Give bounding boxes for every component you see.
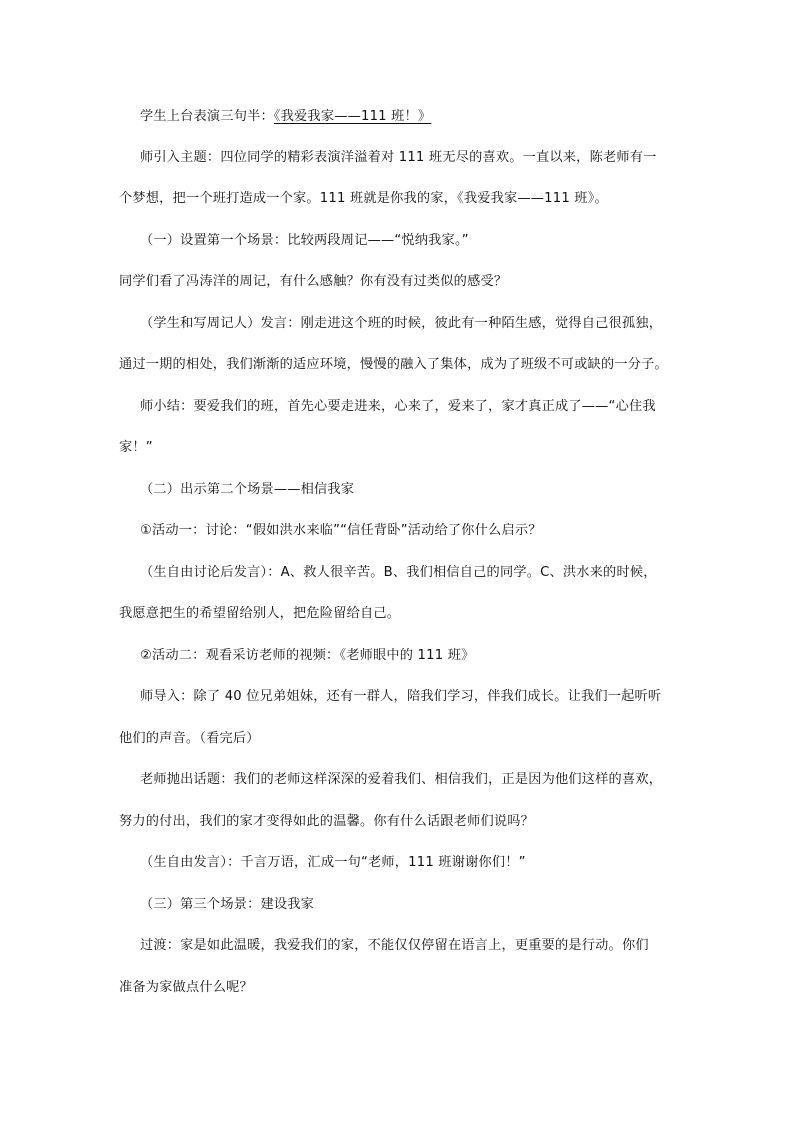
paragraph-line-22: 准备为家做点什么呢？ bbox=[119, 980, 253, 995]
paragraph-line-16: 他们的声音。（看完后） bbox=[119, 731, 260, 746]
paragraph-line-2: 师引入主题：四位同学的精彩表演洋溢着对 111 班无尽的喜欢。一直以来，陈老师有一 bbox=[140, 150, 657, 165]
paragraph-line-10: （二）出示第二个场景——相信我家 bbox=[140, 482, 355, 497]
line-1-title-underlined: 《我爱我家——111 班！》 bbox=[273, 109, 432, 124]
paragraph-line-12: （生自由讨论后发言）：A、救人很辛苦。B、我们相信自己的同学。C、洪水来的时候， bbox=[140, 565, 657, 580]
paragraph-line-14: ②活动二：观看采访老师的视频：《老师眼中的 111 班》 bbox=[140, 648, 475, 663]
paragraph-line-18: 努力的付出，我们的家才变得如此的温馨。你有什么话跟老师们说吗？ bbox=[119, 814, 535, 829]
paragraph-line-1 bbox=[140, 107, 431, 127]
paragraph-line-5: 同学们看了冯涛洋的周记，有什么感触？你有没有过类似的感受？ bbox=[119, 274, 508, 289]
paragraph-line-21: 过渡：家是如此温暖，我爱我们的家，不能仅仅停留在语言上，更重要的是行动。你们 bbox=[140, 938, 649, 953]
paragraph-line-6: （学生和写周记人）发言：刚走进这个班的时候，彼此有一种陌生感，觉得自己很孤独， bbox=[140, 316, 663, 331]
paragraph-line-8: 师小结：要爱我们的班，首先心要走进来，心来了，爱来了，家才真正成了——“心住我 bbox=[140, 399, 656, 414]
paragraph-line-13: 我愿意把生的希望留给别人，把危险留给自己。 bbox=[119, 606, 401, 621]
paragraph-line-4: （一）设置第一个场景：比较两段周记——“悦纳我家。” bbox=[140, 233, 469, 248]
paragraph-line-9: 家！” bbox=[119, 440, 153, 455]
paragraph-line-11: ①活动一：讨论：“假如洪水来临”“信任背卧”活动给了你什么启示？ bbox=[140, 523, 542, 538]
paragraph-line-15: 师导入：除了 40 位兄弟姐妹，还有一群人，陪我们学习，伴我们成长。让我们一起听听 bbox=[140, 689, 662, 704]
line-1-prefix: 学生上台表演三句半： bbox=[140, 109, 274, 124]
paragraph-line-17: 老师抛出话题：我们的老师这样深深的爱着我们、相信我们，正是因为他们这样的喜欢， bbox=[140, 772, 663, 787]
paragraph-line-3: 个梦想，把一个班打造成一个家。111 班就是你我的家，《我爱我家——111 班》。 bbox=[119, 191, 608, 206]
paragraph-line-19: （生自由发言）：千言万语，汇成一句“老师，111 班谢谢你们！” bbox=[140, 855, 526, 870]
paragraph-line-20: （三）第三个场景：建设我家 bbox=[140, 897, 315, 912]
paragraph-line-7: 通过一期的相处，我们渐渐的适应环境，慢慢的融入了集体，成为了班级不可或缺的一分子。 bbox=[119, 357, 668, 372]
